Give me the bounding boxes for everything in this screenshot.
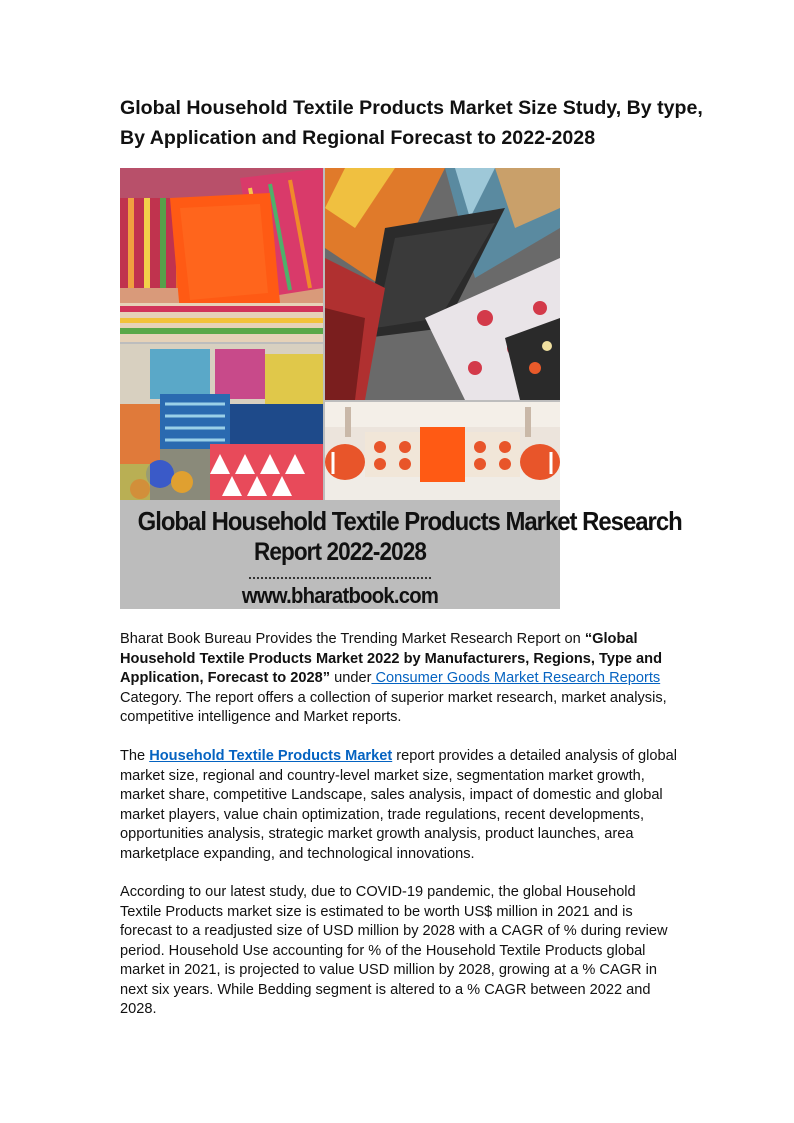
patterned-cushions-photo	[120, 344, 323, 500]
under-text: under	[330, 670, 372, 686]
report-banner	[120, 500, 682, 609]
paragraph-intro	[120, 630, 680, 728]
title-line-2: By Application and Regional Forecast to 2022-2028	[120, 127, 596, 149]
study-text: According to our latest study, due to COVID-19 pandemic, the global Household Textile Products market size is estimated to be worth US$ million in 2021 and is forecast to a readjusted size of USD million by 2028 with a CAGR of % during review period. Household Use accounting for % of the Household Textile Products global market in 2021, is projected to value USD million by 2028, growing at a % CAGR in next six years. While Bedding segment is altered to a % CAGR between 2022 and 2028.	[120, 884, 668, 1017]
analysis-rest-text: report provides a detailed analysis of global market size, regional and country-level market size, segmentation market growth, market share, competitive Landscape, sales analysis, impact of domestic and global market players, value chain optimization, trade regulations, recent developments, opportunities analysis, strategic market growth analysis, product launches, area marketplace expanding, and technological innovations.	[120, 748, 677, 862]
analysis-lead: The	[120, 748, 150, 764]
category-link[interactable]: Consumer Goods Market Research Reports	[371, 670, 661, 686]
banner-url: www.bharatbook.com	[241, 583, 439, 608]
fabric-rolls-photo	[325, 168, 560, 400]
cushions-photo-top-left	[120, 168, 323, 342]
market-link[interactable]: Household Textile Products Market	[149, 748, 393, 764]
intro-rest-text: Category. The report offers a collection of superior market research, market analysis, competitive intelligence and Market reports.	[120, 689, 667, 725]
hero-image	[120, 168, 682, 609]
paragraph-analysis	[120, 747, 680, 864]
banner-title-line-1: Global Household Textile Products Market Research	[137, 506, 682, 536]
document-title	[120, 93, 720, 153]
banner-title-line-2: Report 2022-2028	[254, 538, 426, 566]
intro-text: Bharat Book Bureau Provides the Trending Market Research Report on	[120, 631, 585, 647]
banner-divider	[249, 577, 431, 579]
sofa-cushions-photo	[325, 402, 560, 500]
paragraph-study	[120, 883, 680, 1020]
title-line-1: Global Household Textile Products Market Size Study, By type,	[120, 97, 703, 119]
report-title-bold: “Global Household Textile Products Market 2022 by Manufacturers, Regions, Type and Application, Forecast to 2028”	[120, 631, 662, 686]
